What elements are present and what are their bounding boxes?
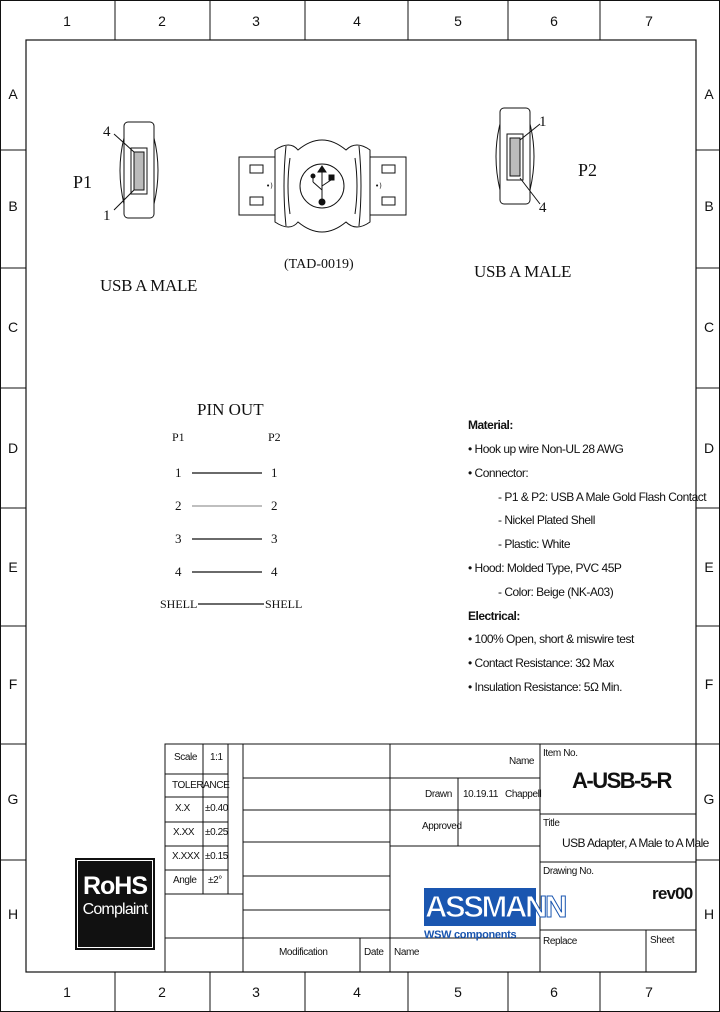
angle-label: Angle <box>173 875 197 886</box>
tol-xxxx: X.XXX <box>172 851 200 862</box>
row-label: H <box>703 906 715 922</box>
modification-label: Modification <box>279 947 328 958</box>
electrical-heading: Electrical: <box>468 609 520 623</box>
pinout-right-pin: SHELL <box>265 597 303 611</box>
drawing-no-label: Drawing No. <box>543 866 594 877</box>
spec-line: • Connector: <box>468 466 529 480</box>
drawn-name: Chappell <box>505 789 542 800</box>
name-label-bottom: Name <box>394 947 420 958</box>
company-subtitle: WSW components <box>424 929 517 941</box>
column-label: 2 <box>158 984 166 1000</box>
svg-text:•): •) <box>266 182 273 190</box>
spec-line: - Nickel Plated Shell <box>498 513 595 527</box>
date-label: Date <box>364 947 384 958</box>
approved-label: Approved <box>422 821 462 832</box>
column-label: 6 <box>550 984 558 1000</box>
column-label: 3 <box>252 984 260 1000</box>
p1-connector-end-view <box>114 122 158 218</box>
row-label: C <box>703 319 715 335</box>
p1-pin-bottom: 1 <box>103 208 111 224</box>
scale-value: 1:1 <box>210 752 223 763</box>
p2-label: P2 <box>578 160 598 180</box>
pinout-left-pin: SHELL <box>160 597 198 611</box>
tol-xx: X.X <box>175 803 190 814</box>
row-label: G <box>7 791 19 807</box>
column-label: 1 <box>63 984 71 1000</box>
pinout-left-pin: 3 <box>175 531 182 546</box>
row-label: C <box>7 319 19 335</box>
item-no-label: Item No. <box>543 748 578 759</box>
pinout-right-pin: 2 <box>271 498 278 513</box>
scale-label: Scale <box>174 752 198 763</box>
part-code: (TAD-0019) <box>284 257 354 272</box>
row-label: D <box>703 440 715 456</box>
drawn-date: 10.19.11 <box>463 789 498 800</box>
pinout-right-pin: 3 <box>271 531 278 546</box>
spec-line: • Insulation Resistance: 5Ω Min. <box>468 680 622 694</box>
pinout-title: PIN OUT <box>197 400 264 419</box>
column-label: 4 <box>353 13 361 29</box>
title-label: Title <box>543 818 560 829</box>
column-label: 4 <box>353 984 361 1000</box>
item-number: A-USB-5-R <box>572 768 671 793</box>
company-logo <box>424 888 565 941</box>
p2-connector-end-view <box>496 108 540 204</box>
tol-xx-value: ±0.40 <box>205 803 228 814</box>
column-label: 7 <box>645 984 653 1000</box>
column-label: 5 <box>454 984 462 1000</box>
adapter-side-view <box>239 140 406 232</box>
column-label: 7 <box>645 13 653 29</box>
company-name: ASSMANN <box>425 889 565 924</box>
rohs-badge <box>75 858 155 950</box>
sheet-label: Sheet <box>650 935 675 946</box>
spec-line: • 100% Open, short & miswire test <box>468 632 634 646</box>
replace-label: Replace <box>543 936 577 947</box>
rohs-title: RoHS <box>82 872 148 900</box>
spec-line: - Color: Beige (NK-A03) <box>498 585 614 599</box>
spec-line: • Contact Resistance: 3Ω Max <box>468 656 614 670</box>
row-label: H <box>7 906 19 922</box>
material-heading: Material: <box>468 418 513 432</box>
spec-line: - P1 & P2: USB A Male Gold Flash Contact <box>498 490 707 504</box>
pinout-left-pin: 1 <box>175 465 182 480</box>
pinout-left-pin: 2 <box>175 498 182 513</box>
tol-xxx-value: ±0.25 <box>205 827 228 838</box>
row-label: E <box>704 559 714 575</box>
pinout-left-pin: 4 <box>175 564 182 579</box>
drawing-title: USB Adapter, A Male to A Male <box>562 836 709 850</box>
p2-pin-top: 1 <box>539 114 547 130</box>
pinout-col-right: P2 <box>268 430 281 444</box>
spec-line: • Hood: Molded Type, PVC 45P <box>468 561 622 575</box>
column-label: 3 <box>252 13 260 29</box>
column-label: 5 <box>454 13 462 29</box>
column-label: 2 <box>158 13 166 29</box>
name-label: Name <box>509 756 535 767</box>
row-label: G <box>703 791 715 807</box>
p1-pin-top: 4 <box>103 124 111 140</box>
right-caption: USB A MALE <box>474 262 572 281</box>
column-label: 1 <box>63 13 71 29</box>
row-label: B <box>704 198 714 214</box>
tolerance-label: TOLERANCE <box>172 780 230 791</box>
p2-pin-bottom: 4 <box>539 200 547 216</box>
spec-line: - Plastic: White <box>498 537 571 551</box>
row-label: F <box>704 676 714 692</box>
svg-text:•): •) <box>375 182 382 190</box>
left-caption: USB A MALE <box>100 276 198 295</box>
pinout-right-pin: 4 <box>271 564 278 579</box>
rohs-subtitle: Complaint <box>82 901 148 918</box>
pinout-wires <box>192 473 264 604</box>
revision: rev00 <box>652 884 693 903</box>
row-label: A <box>8 86 18 102</box>
row-label: E <box>8 559 18 575</box>
pinout-col-left: P1 <box>172 430 185 444</box>
column-label: 6 <box>550 13 558 29</box>
angle-value: ±2° <box>208 875 222 886</box>
tol-xxxx-value: ±0.15 <box>205 851 228 862</box>
row-label: F <box>8 676 18 692</box>
pinout-right-pin: 1 <box>271 465 278 480</box>
row-label: A <box>704 86 714 102</box>
spec-line: • Hook up wire Non-UL 28 AWG <box>468 442 624 456</box>
drawn-label: Drawn <box>425 789 452 800</box>
row-label: B <box>8 198 18 214</box>
p1-label: P1 <box>73 172 93 192</box>
tol-xxx: X.XX <box>173 827 195 838</box>
row-label: D <box>7 440 19 456</box>
